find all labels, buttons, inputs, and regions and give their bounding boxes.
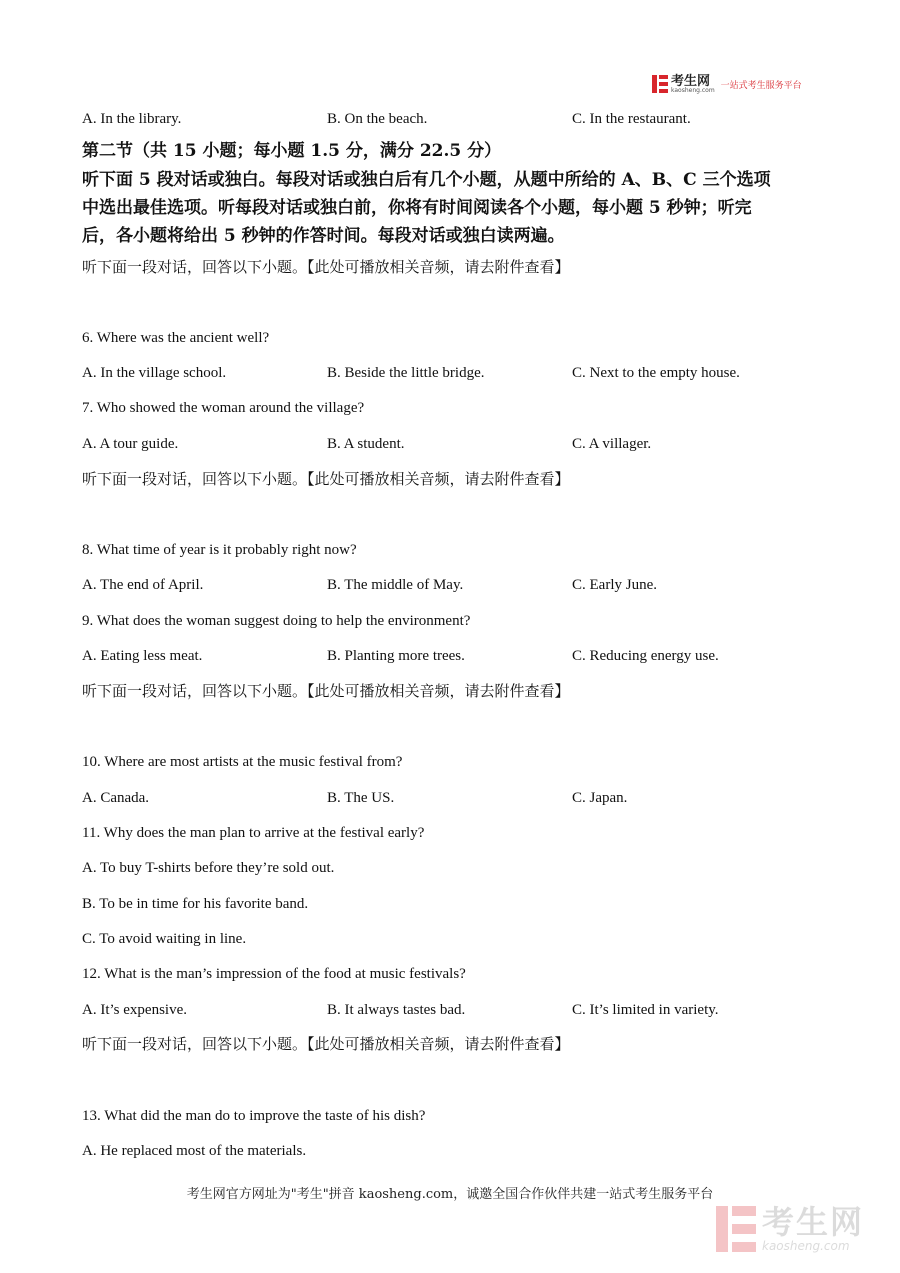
instruction-line-1: 听下面 5 段对话或独白。每段对话或独白后有几个小题，从题中所给的 A、B、C 三个选项 [82, 170, 771, 190]
q6-option-b: B. Beside the little bridge. [327, 365, 485, 381]
watermark-name: 考生网 [762, 1203, 865, 1241]
q8-option-c: C. Early June. [572, 577, 657, 593]
audio-note: 听下面一段对话，回答以下小题。【此处可播放相关音频，请去附件查看】 [82, 258, 570, 276]
q6-option-c: C. Next to the empty house. [572, 365, 740, 381]
prev-option-b: B. On the beach. [327, 111, 428, 127]
q6-option-a: A. In the village school. [82, 365, 227, 381]
q10-option-c: C. Japan. [572, 790, 628, 806]
question-6: 6. Where was the ancient well? [82, 330, 270, 346]
question-10: 10. Where are most artists at the music festival from? [82, 754, 403, 770]
instruction-line-3: 后，各小题将给出 5 秒钟的作答时间。每段对话或独白读两遍。 [82, 226, 565, 246]
instruction-line-2: 中选出最佳选项。听每段对话或独白前，你将有时间阅读各个小题，每小题 5 秒钟；听完 [82, 198, 752, 218]
watermark [716, 1203, 865, 1253]
q9-option-a: A. Eating less meat. [82, 648, 203, 664]
question-9: 9. What does the woman suggest doing to help the environment? [82, 613, 471, 629]
watermark-domain: kaosheng.com [762, 1239, 850, 1253]
q12-option-a: A. It’s expensive. [82, 1002, 187, 1018]
audio-note: 听下面一段对话，回答以下小题。【此处可播放相关音频，请去附件查看】 [82, 470, 570, 488]
prev-option-a: A. In the library. [82, 111, 182, 127]
q11-option-b: B. To be in time for his favorite band. [82, 896, 309, 912]
logo-slogan: 一站式考生服务平台 [720, 80, 802, 91]
prev-option-c: C. In the restaurant. [572, 111, 691, 127]
q12-option-c: C. It’s limited in variety. [572, 1002, 719, 1018]
q7-option-a: A. A tour guide. [82, 436, 179, 452]
audio-note: 听下面一段对话，回答以下小题。【此处可播放相关音频，请去附件查看】 [82, 682, 570, 700]
question-7: 7. Who showed the woman around the village? [82, 400, 365, 416]
question-13: 13. What did the man do to improve the taste of his dish? [82, 1108, 426, 1124]
logo-mark-icon [652, 75, 668, 93]
q8-option-b: B. The middle of May. [327, 577, 464, 593]
q9-option-b: B. Planting more trees. [327, 648, 465, 664]
page-footer: 考生网官方网址为"考生"拼音 kaosheng.com，诚邀全国合作伙伴共建一站式考生服务平台 [186, 1187, 714, 1202]
question-8: 8. What time of year is it probably right now? [82, 542, 357, 558]
q10-option-b: B. The US. [327, 790, 395, 806]
q9-option-c: C. Reducing energy use. [572, 648, 719, 664]
question-11: 11. Why does the man plan to arrive at the festival early? [82, 825, 425, 841]
q10-option-a: A. Canada. [82, 790, 150, 806]
q11-option-c: C. To avoid waiting in line. [82, 931, 247, 947]
question-12: 12. What is the man’s impression of the food at music festivals? [82, 966, 466, 982]
section-title: 第二节（共 15 小题；每小题 1.5 分，满分 22.5 分） [82, 141, 502, 161]
q12-option-b: B. It always tastes bad. [327, 1002, 466, 1018]
header-logo [652, 72, 802, 96]
q7-option-b: B. A student. [327, 436, 405, 452]
audio-note: 听下面一段对话，回答以下小题。【此处可播放相关音频，请去附件查看】 [82, 1035, 570, 1053]
q13-option-a: A. He replaced most of the materials. [82, 1143, 307, 1159]
watermark-logo-icon [716, 1206, 756, 1252]
logo-name: 考生网 [671, 73, 711, 89]
logo-domain: kaosheng.com [671, 86, 715, 94]
q11-option-a: A. To buy T-shirts before they’re sold out. [82, 860, 335, 876]
q7-option-c: C. A villager. [572, 436, 652, 452]
q8-option-a: A. The end of April. [82, 577, 204, 593]
